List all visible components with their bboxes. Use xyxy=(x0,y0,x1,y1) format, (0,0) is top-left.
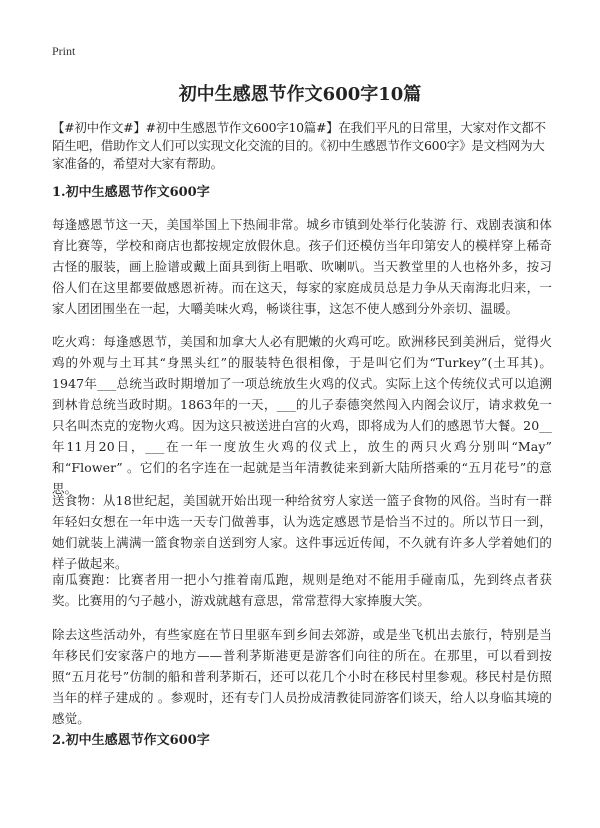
paragraph-4: 南瓜赛跑：比赛者用一把小勺推着南瓜跑，规则是绝对不能用手碰南瓜，先到终点者获奖。比赛用的勺子越小，游戏就越有意思，常常惹得大家捧腹大笑。 xyxy=(52,572,552,608)
intro-paragraph: 【#初中作文#】#初中生感恩节作文600字10篇#】在我们平凡的日常里，大家对作文都不陌生吧，借助作文人们可以实现文化交流的目的。《初中生感恩节作文600字》是文档网为大家准备的，希望对大家有帮助。 xyxy=(52,120,546,171)
paragraph-5: 除去这些活动外，有些家庭在节日里驱车到乡间去郊游，或是坐飞机出去旅行，特别是当年移民们安家落户的地方——普利茅斯港更是游客们向往的所在。在那里，可以看到按照“五月花号”仿制的船和普利茅斯石，还可以花几个小时在移民村里参观。移民村是仿照当年的样子建成的 。参观时，还有专门人员扮成清教徒同游客们谈天，给人以身临其境的感觉。 xyxy=(52,627,552,726)
paragraph-1: 每逢感恩节这一天，美国举国上下热闹非常。城乡市镇到处举行化装游 行、戏剧表演和体育比赛等，学校和商店也都按规定放假休息。孩子们还模仿当年印第安人的模样穿上稀奇古怪的服装，画上脸谱或戴上面具到街上唱歌、吹喇叭。当天教堂里的人也格外多，按习俗人们在这里都要做感恩祈祷。而在这天，每家的家庭成员总是力争从天南海北归来，一家人团团围坐在一起，大嚼美味火鸡，畅谈往事，这怎不使人感到分外亲切、温暖。 xyxy=(52,217,552,316)
paragraph-3: 送食物：从18世纪起，美国就开始出现一种给贫穷人家送一篮子食物的风俗。当时有一群年轻妇女想在一年中选一天专门做善事，认为选定感恩节是恰当不过的。所以节日一到，她们就装上满满一篮食物亲自送到穷人家。这件事远近传闻，不久就有许多人学着她们的样子做起来。 xyxy=(52,493,552,571)
print-link[interactable]: Print xyxy=(52,44,76,58)
page-title: 初中生感恩节作文600字10篇 xyxy=(178,84,422,105)
section-heading-2: 2.初中生感恩节作文600字 xyxy=(52,733,210,748)
section-heading-1: 1.初中生感恩节作文600字 xyxy=(52,185,210,200)
paragraph-2: 吃火鸡：每逢感恩节，美国和加拿大人必有肥嫩的火鸡可吃。欧洲移民到美洲后，觉得火鸡的外观与土耳其“身黑头红”的服装特色很相像，于是叫它们为“Turkey”(土耳其)。1947年___总统当政时期增加了一项总统放生火鸡的仪式。实际上这个传统仪式可以追溯到林肯总统当政时期。1863年的一天，___的儿子泰德突然闯入内阁会议厅，请求救免一只名叫杰克的宠物火鸡。因为这只被送进白宫的火鸡，即将成为人们的感恩节大餐。20__年11月20日，___在一年一度放生火鸡的仪式上，放生的两只火鸡分别叫“May” 和“Flower” 。它们的名字连在一起就是当年清教徒来到新大陆所搭乘的“五月花号”的意思。 xyxy=(52,334,552,496)
